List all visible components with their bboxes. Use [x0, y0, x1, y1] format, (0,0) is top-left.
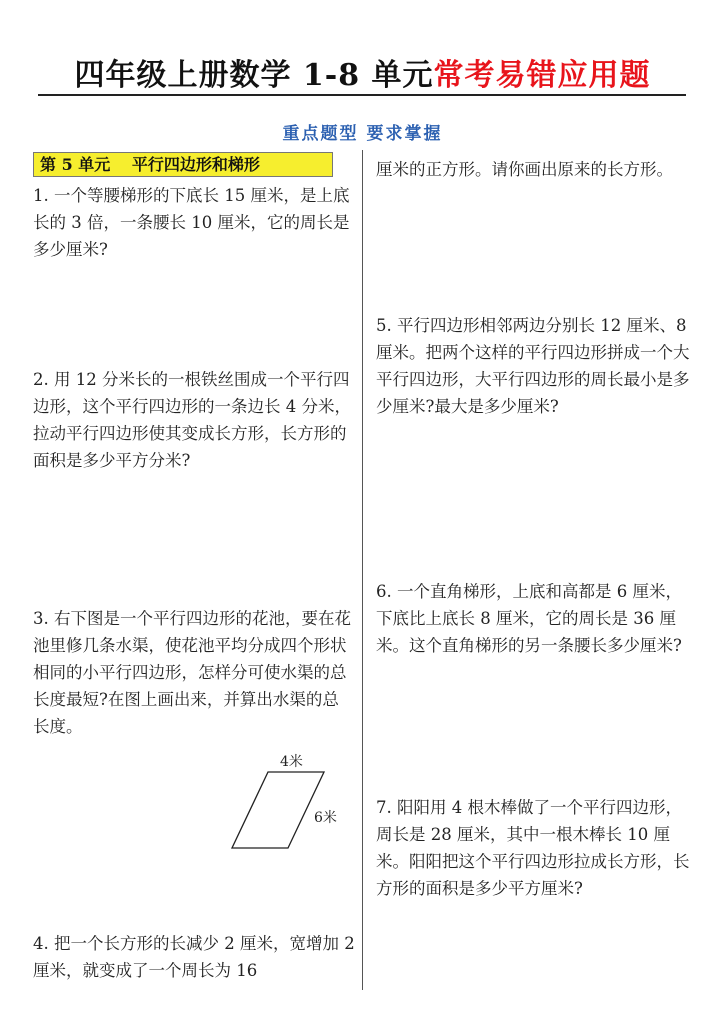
question-1: 1. 一个等腰梯形的下底长 15 厘米，是上底长的 3 倍，一条腰长 10 厘米，它的周长是多少厘米?: [33, 186, 350, 259]
question-2: 2. 用 12 分米长的一根铁丝围成一个平行四边形，这个平行四边形的一条边长 4 分米，拉动平行四边形使其变成长方形，长方形的面积是多少平方分米?: [33, 370, 351, 470]
unit-heading: 第 5 单元 平行四边形和梯形: [33, 152, 333, 177]
page-title: [0, 50, 725, 94]
question-7: 7. 阳阳用 4 根木棒做了一个平行四边形，周长是 28 厘米，其中一根木棒长 10 厘米。阳阳把这个平行四边形拉成长方形，长方形的面积是多少平方厘米?: [376, 798, 690, 898]
subtitle: 重点题型 要求掌握: [282, 124, 443, 144]
title-main: 四年级上册数学 1-8 单元: [74, 58, 434, 93]
question-6: 6. 一个直角梯形，上底和高都是 6 厘米，下底比上底长 8 厘米，它的周长是 36 厘米。这个直角梯形的另一条腰长多少厘米?: [376, 582, 682, 655]
title-underline: [38, 94, 686, 96]
question-5: 5. 平行四边形相邻两边分别长 12 厘米、8 厘米。把两个这样的平行四边形拼成一个大平行四边形，大平行四边形的周长最小是多少厘米?最大是多少厘米?: [376, 316, 690, 416]
title-highlight: 常考易错应用题: [433, 58, 651, 93]
parallelogram-figure: [222, 750, 362, 860]
question-4-continued: 厘米的正方形。请你画出原来的长方形。: [376, 160, 673, 179]
column-divider: [362, 150, 363, 990]
question-4-start: 4. 把一个长方形的长减少 2 厘米，宽增加 2 厘米，就变成了一个周长为 16: [33, 934, 355, 980]
parallelogram-shape: [232, 772, 324, 848]
top-side-label: 4米: [280, 754, 303, 770]
question-3: 3. 右下图是一个平行四边形的花池，要在花池里修几条水渠，使花池平均分成四个形状相同的小平行四边形，怎样分可使水渠的总长度最短?在图上画出来，并算出水渠的总长度。: [33, 609, 351, 736]
slant-side-label: 6米: [314, 810, 337, 826]
